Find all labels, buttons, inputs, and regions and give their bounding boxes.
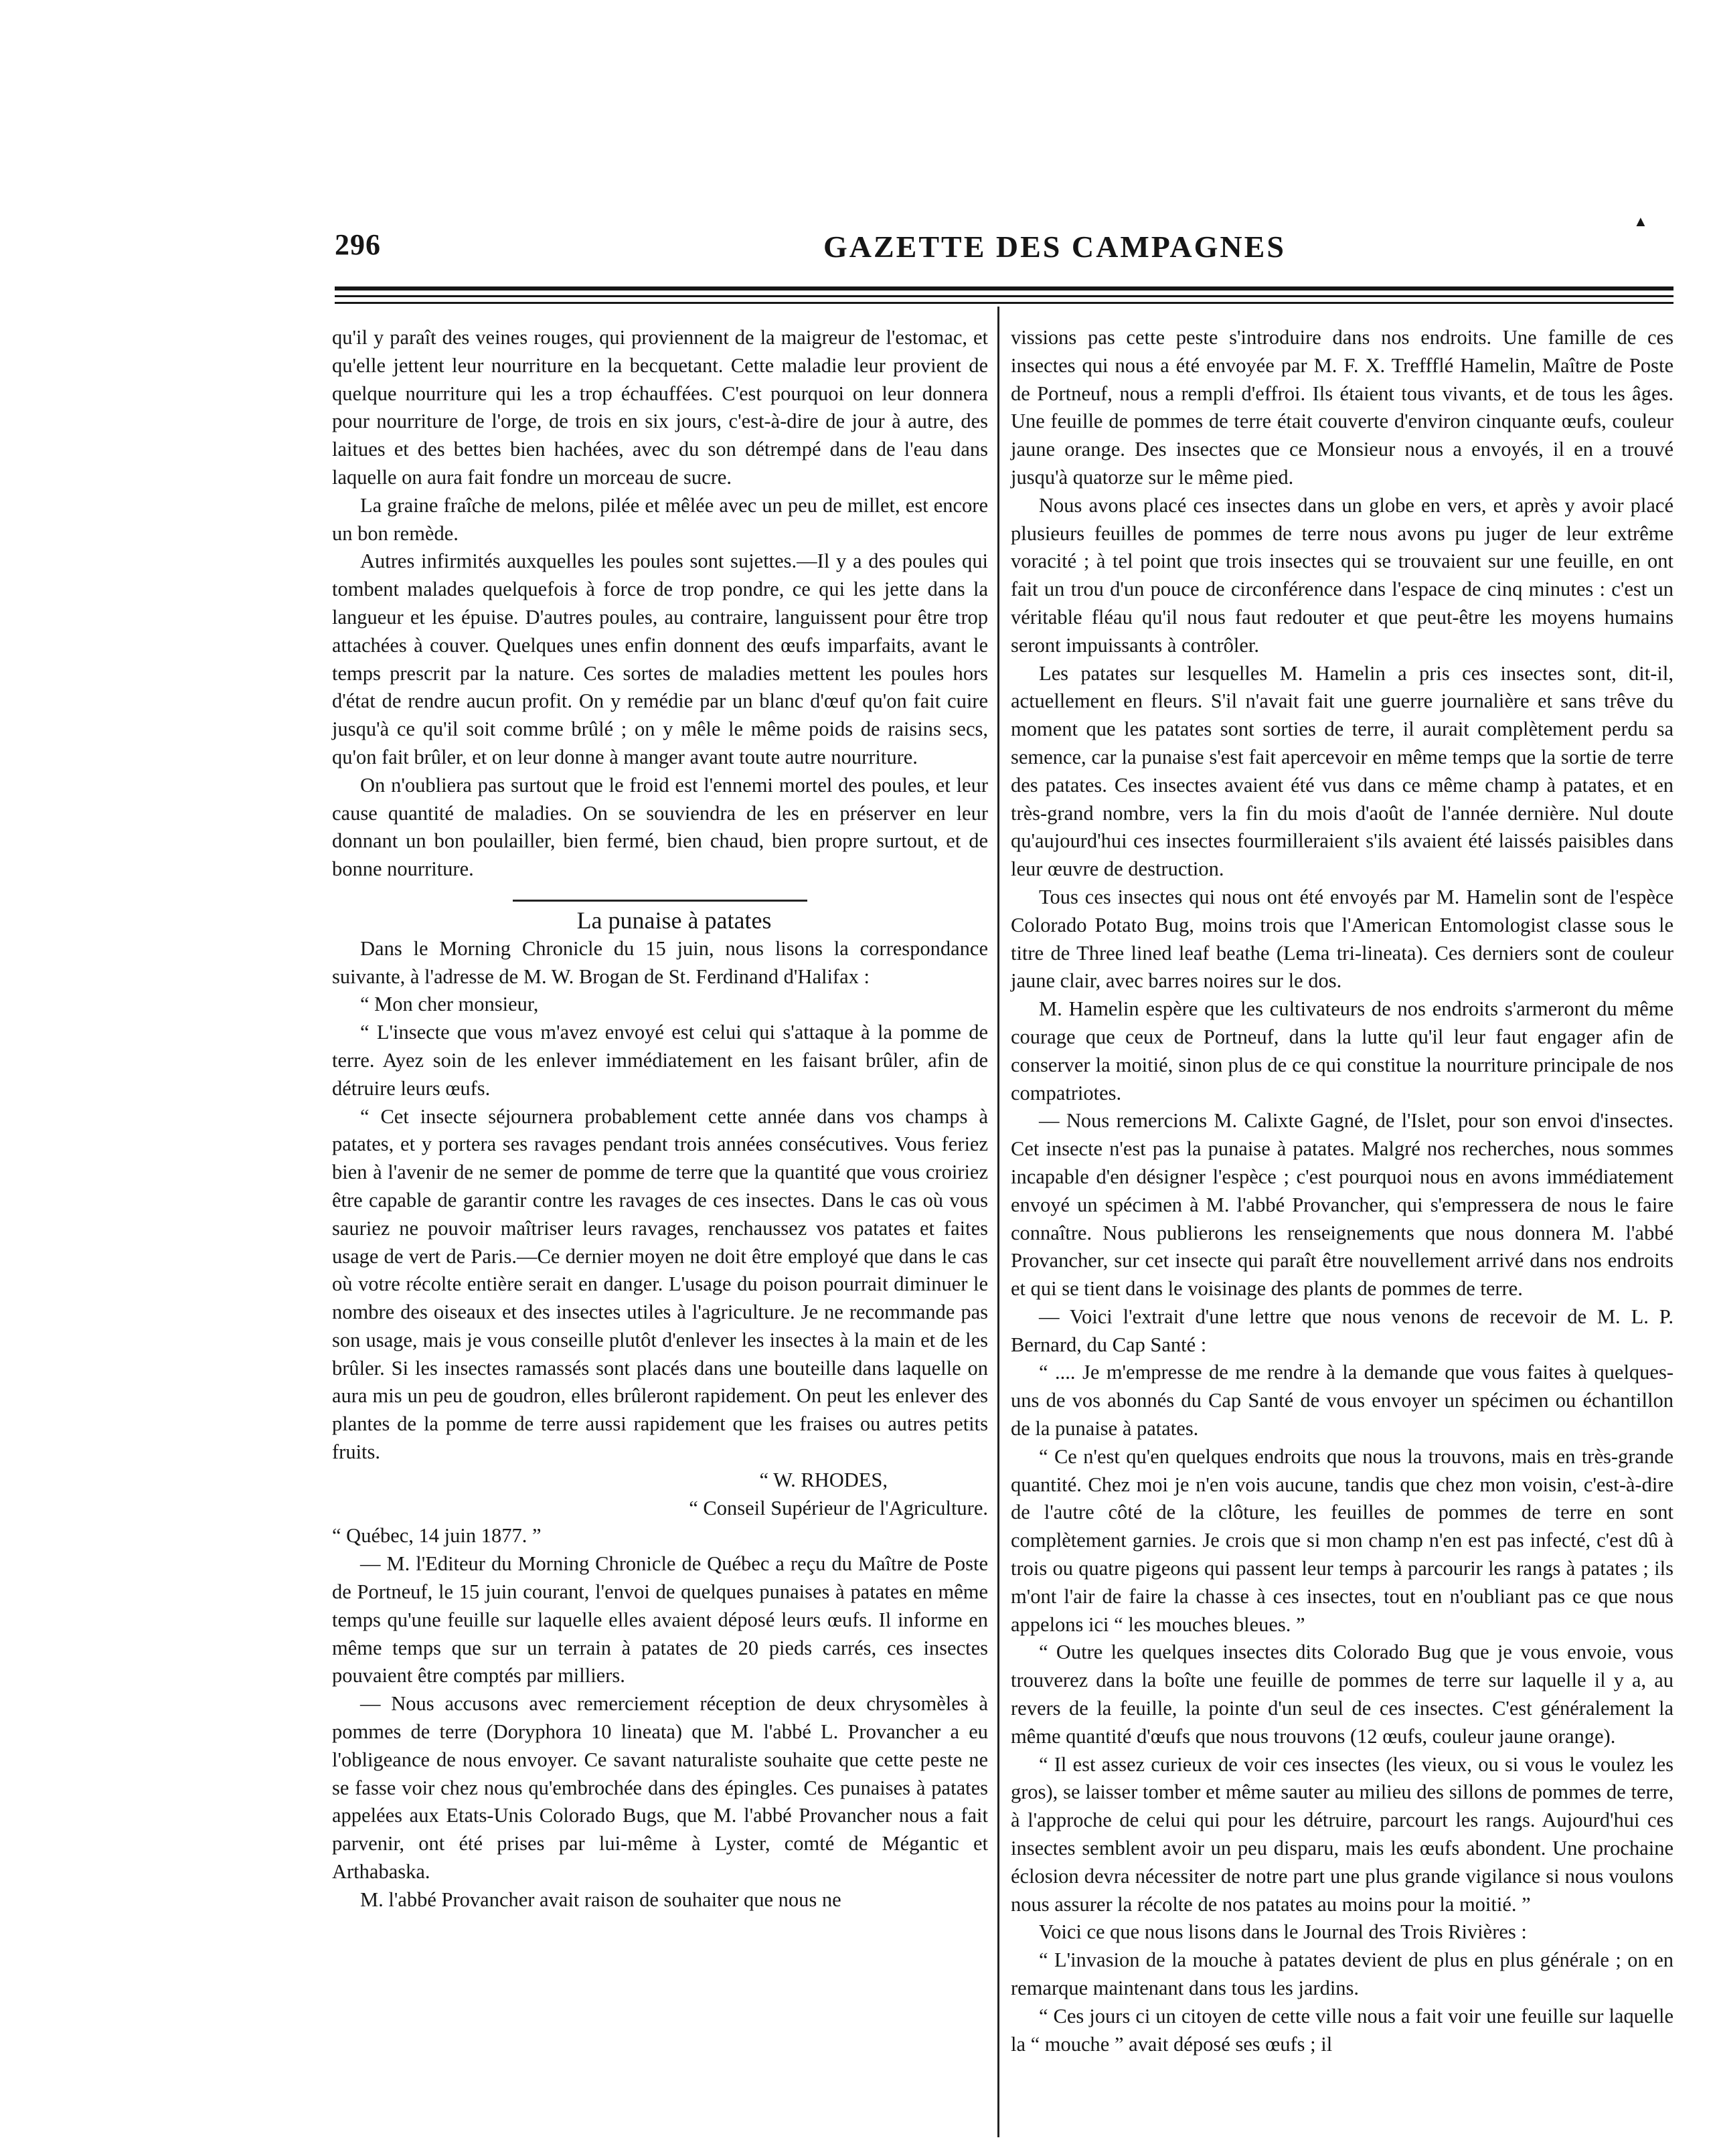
paragraph: “ Ces jours ci un citoyen de cette ville nous a fait voir une feuille sur laquelle la “ mouche ” avait déposé ses œufs ; il bbox=[1011, 2004, 1673, 2056]
paragraph: — Nous accusons avec remerciement réception de deux chrysomèles à pommes de terre (Doryphora 10 lineata) que M. l'abbé L. Provancher a eu l'obligeance de nous envoyer. Ce savant naturaliste souhaite que cette peste ne se fasse voir chez nous qu'embrochée dans des épingles. Ces punaises à patates appelées aux Etats-Unis Colorado Bugs, que M. l'abbé Provancher nous a fait parvenir, ont été prises par lui-même à Lyster, comté de Mégantic et Arthabaska. bbox=[332, 1692, 988, 1884]
paragraph: Tous ces insectes qui nous ont été envoyés par M. Hamelin sont de l'espèce Colorado Potato Bug, moins trois que l'American Entomologist classe sous le titre de Three lined leaf beathe (Lema tri-lineata). Ces derniers sont de couleur jaune clair, avec barres noires sur le dos. bbox=[1011, 885, 1673, 993]
paragraph: — M. l'Editeur du Morning Chronicle de Québec a reçu du Maître de Poste de Portneuf, le 15 juin courant, l'envoi de quelques punaises à patates en même temps qu'une feuille sur laquelle elles avaient déposé leurs œufs. Il informe en même temps que sur un terrain à patates de 20 pieds carrés, ces insectes pouvaient être comptés par milliers. bbox=[332, 1552, 988, 1687]
paragraph: M. l'abbé Provancher avait raison de souhaiter que nous ne bbox=[360, 1888, 841, 1911]
paragraph: “ Cet insecte séjournera probablement cette année dans vos champs à patates, et y portera ses ravages pendant trois années consécutives. Vous feriez bien à l'avenir de ne semer de pomme de terre que la quantité que vous croiriez être capable de garantir contre les ravages de ces insectes. Dans le cas où vous sauriez ne pouvoir maîtriser leurs ravages, renchaussez vos patates et faites usage de vert de Paris.—Ce dernier moyen ne doit être employé que dans le cas où votre récolte entière serait en danger. L'usage du poison pourrait diminuer le nombre des oiseaux et des insectes utiles à l'agriculture. Je ne recommande pas son usage, mais je vous conseille plutôt d'enlever les insectes à la main et de les brûler. Si les insectes ramassés sont placés dans une bouteille dans laquelle on aura mis un peu de goudron, elles brûleront rapidement. On peut les enlever des plantes de la pomme de terre aussi rapidement que les fraises ou autres petits fruits. bbox=[332, 1104, 988, 1464]
paragraph: Autres infirmités auxquelles les poules sont sujettes.—Il y a des poules qui tombent malades quelquefois à force de trop pondre, ce qui les jette dans la langueur et les épuise. D'autres poules, au contraire, languissent pour être trop attachées à couver. Quelques unes enfin donnent des œufs imparfaits, avant le temps prescrit par la nature. Ces sortes de maladies mettent les poules hors d'état de rendre aucun profit. On y remédie par un blanc d'œuf qu'on fait cuire jusqu'à ce qu'il soit comme brûlé ; on y mêle le même poids de raisins secs, qu'on fait brûler, et on leur donne à manger avant toute autre nourriture. bbox=[332, 550, 988, 768]
paragraph: Nous avons placé ces insectes dans un globe en vers, et après y avoir placé plusieurs feuilles de pommes de terre nous avons pu juger de leur extrême voracité ; à tel point que trois insectes qui se trouvaient sur une feuille, en ont fait un trou d'un pouce de circonférence dans l'espace de cinq minutes : c'est un véritable fléau qu'il nous faut redouter et que peut-être les moyens humains seront impuissants à contrôler. bbox=[1011, 493, 1673, 657]
paragraph: “ L'invasion de la mouche à patates devient de plus en plus générale ; on en remarque maintenant dans tous les jardins. bbox=[1011, 1948, 1673, 2000]
header-rule bbox=[335, 286, 1673, 291]
left-column bbox=[332, 324, 988, 1914]
paragraph: — Voici l'extrait d'une lettre que nous venons de recevoir de M. L. P. Bernard, du Cap Santé : bbox=[1011, 1305, 1673, 1356]
page-number: 296 bbox=[335, 228, 381, 261]
paragraph: Voici ce que nous lisons dans le Journal des Trois Rivières : bbox=[1039, 1920, 1527, 1944]
signature-title: “ Conseil Supérieur de l'Agriculture. bbox=[689, 1496, 988, 1519]
paragraph: — Nous remercions M. Calixte Gagné, de l'Islet, pour son envoi d'insectes. Cet insecte n'est pas la punaise à patates. Malgré nos recherches, nous sommes incapable d'en désigner l'espèce ; c'est pourquoi nous en avons immédiatement envoyé un spécimen à M. l'abbé Provancher, qui s'empressera de nous le faire connaître. Nous publierons les renseignements que nous donnera M. l'abbé Provancher, sur cet insecte qui paraît être nouvellement arrivé dans nos endroits et qui se tient dans le voisinage des plants de pommes de terre. bbox=[1011, 1109, 1673, 1301]
header-rule bbox=[335, 302, 1673, 304]
header-rule bbox=[335, 295, 1673, 297]
paragraph: La graine fraîche de melons, pilée et mêlée avec un peu de millet, est encore un bon remède. bbox=[332, 493, 988, 545]
paragraph: M. Hamelin espère que les cultivateurs de nos endroits s'armeront du même courage que ceux de Portneuf, dans la lutte qu'il leur faut engager afin de conserver la moitié, sinon plus de ce qui constitue la nourriture principale de nos compatriotes. bbox=[1011, 997, 1673, 1104]
salutation: “ Mon cher monsieur, bbox=[360, 993, 539, 1016]
paragraph: Dans le Morning Chronicle du 15 juin, nous lisons la correspondance suivante, à l'adresse de M. W. Brogan de St. Ferdinand d'Halifax : bbox=[332, 936, 988, 988]
running-title: GAZETTE DES CAMPAGNES bbox=[823, 230, 1286, 264]
paragraph: “ Ce n'est qu'en quelques endroits que nous la trouvons, mais en très-grande quantité. Chez moi je n'en vois aucune, tandis que chez mon voisin, c'est-à-dire de l'autre côté de la clôture, les feuilles de pommes de terre en sont complètement garnies. Je crois que si mon champ n'en est pas infecté, c'est dû à trois ou quatre pigeons qui passent leur temps à parcourir les rangs à patates ; ils m'ont l'air de faire la chasse à ces insectes, tout en n'oubliant pas ce que nous appelons ici “ les mouches bleues. ” bbox=[1011, 1444, 1673, 1636]
signature-date: “ Québec, 14 juin 1877. ” bbox=[332, 1524, 542, 1548]
signature-name: “ W. RHODES, bbox=[759, 1468, 888, 1491]
paragraph: “ Il est assez curieux de voir ces insectes (les vieux, ou si vous le voulez les gros), se laisser tomber et même sauter au milieu des sillons de pommes de terre, à l'approche de celui qui pour les détruire, parcourt les rangs. Aujourd'hui ces insectes semblent avoir un peu disparu, mais les œufs abondent. Une prochaine éclosion devra nécessiter de notre part une plus grande vigilance si nous voulons nous assurer la récolte de nos patates au moins pour la moitié. ” bbox=[1011, 1752, 1673, 1916]
paragraph: “ .... Je m'empresse de me rendre à la demande que vous faites à quelques-uns de vos abonnés du Cap Santé de vous envoyer un spécimen ou échantillon de la punaise à patates. bbox=[1011, 1361, 1673, 1440]
paragraph: “ L'insecte que vous m'avez envoyé est celui qui s'attaque à la pomme de terre. Ayez soin de les enlever immédiatement en les faisant brûler, afin de détruire leurs œufs. bbox=[332, 1021, 988, 1100]
paragraph: vissions pas cette peste s'introduire dans nos endroits. Une famille de ces insectes qui nous a été envoyée par M. F. X. Treffflé Hamelin, Maître de Poste de Portneuf, nous a rempli d'effroi. Ils étaient tous vivants, et de tous les âges. Une feuille de pommes de terre était couverte d'environ cinquante œufs, couleur jaune orange. Des insectes que ce Monsieur nous a envoyés, il en a trouvé jusqu'à quatorze sur le même pied. bbox=[1011, 326, 1673, 489]
column-divider bbox=[997, 307, 999, 2137]
corner-mark: ▲ bbox=[1633, 213, 1648, 230]
paragraph: “ Outre les quelques insectes dits Colorado Bug que je vous envoie, vous trouverez dans la boîte une feuille de pommes de terre sur laquelle il y a, au revers de la feuille, la pointe d'un seul de ces insectes. C'est généralement la même quantité d'œufs que nous trouvons (12 œufs, couleur jaune orange). bbox=[1011, 1641, 1673, 1748]
paragraph: On n'oubliera pas surtout que le froid est l'ennemi mortel des poules, et leur cause quantité de maladies. On se souviendra de les en préserver en leur donnant un bon poulailler, bien fermé, bien chaud, bien propre surtout, et de bonne nourriture. bbox=[332, 773, 988, 881]
section-divider bbox=[513, 900, 807, 902]
paragraph: Les patates sur lesquelles M. Hamelin a pris ces insectes sont, dit-il, actuellement en fleurs. S'il n'avait fait une guerre journalière et sans trêve du moment que les patates sont sorties de terre, il aurait complètement perdu sa semence, car la punaise s'est fait apercevoir en même temps que la sortie de terre des patates. Ces insectes avaient été vus dans ce même champ à patates, et en très-grand nombre, vers la fin du mois d'août de l'année dernière. Nul doute qu'aujourd'hui ces insectes fourmilleraient s'ils avaient été laissés paisibles dans leur œuvre de destruction. bbox=[1011, 661, 1673, 881]
section-title: La punaise à patates bbox=[576, 906, 772, 934]
right-column bbox=[1011, 324, 1673, 2058]
paragraph: qu'il y paraît des veines rouges, qui proviennent de la maigreur de l'estomac, et qu'elle jettent leur nourriture en la becquetant. Cette maladie leur provient de quelque nourriture qui les a trop échauffées. C'est pourquoi on leur donnera pour nourriture de l'orge, de trois en six jours, c'est-à-dire de jour à autre, des laitues et des bettes bien hachées, avec du son détrempé dans de l'eau dans laquelle on aura fait fondre un morceau de sucre. bbox=[332, 326, 988, 489]
